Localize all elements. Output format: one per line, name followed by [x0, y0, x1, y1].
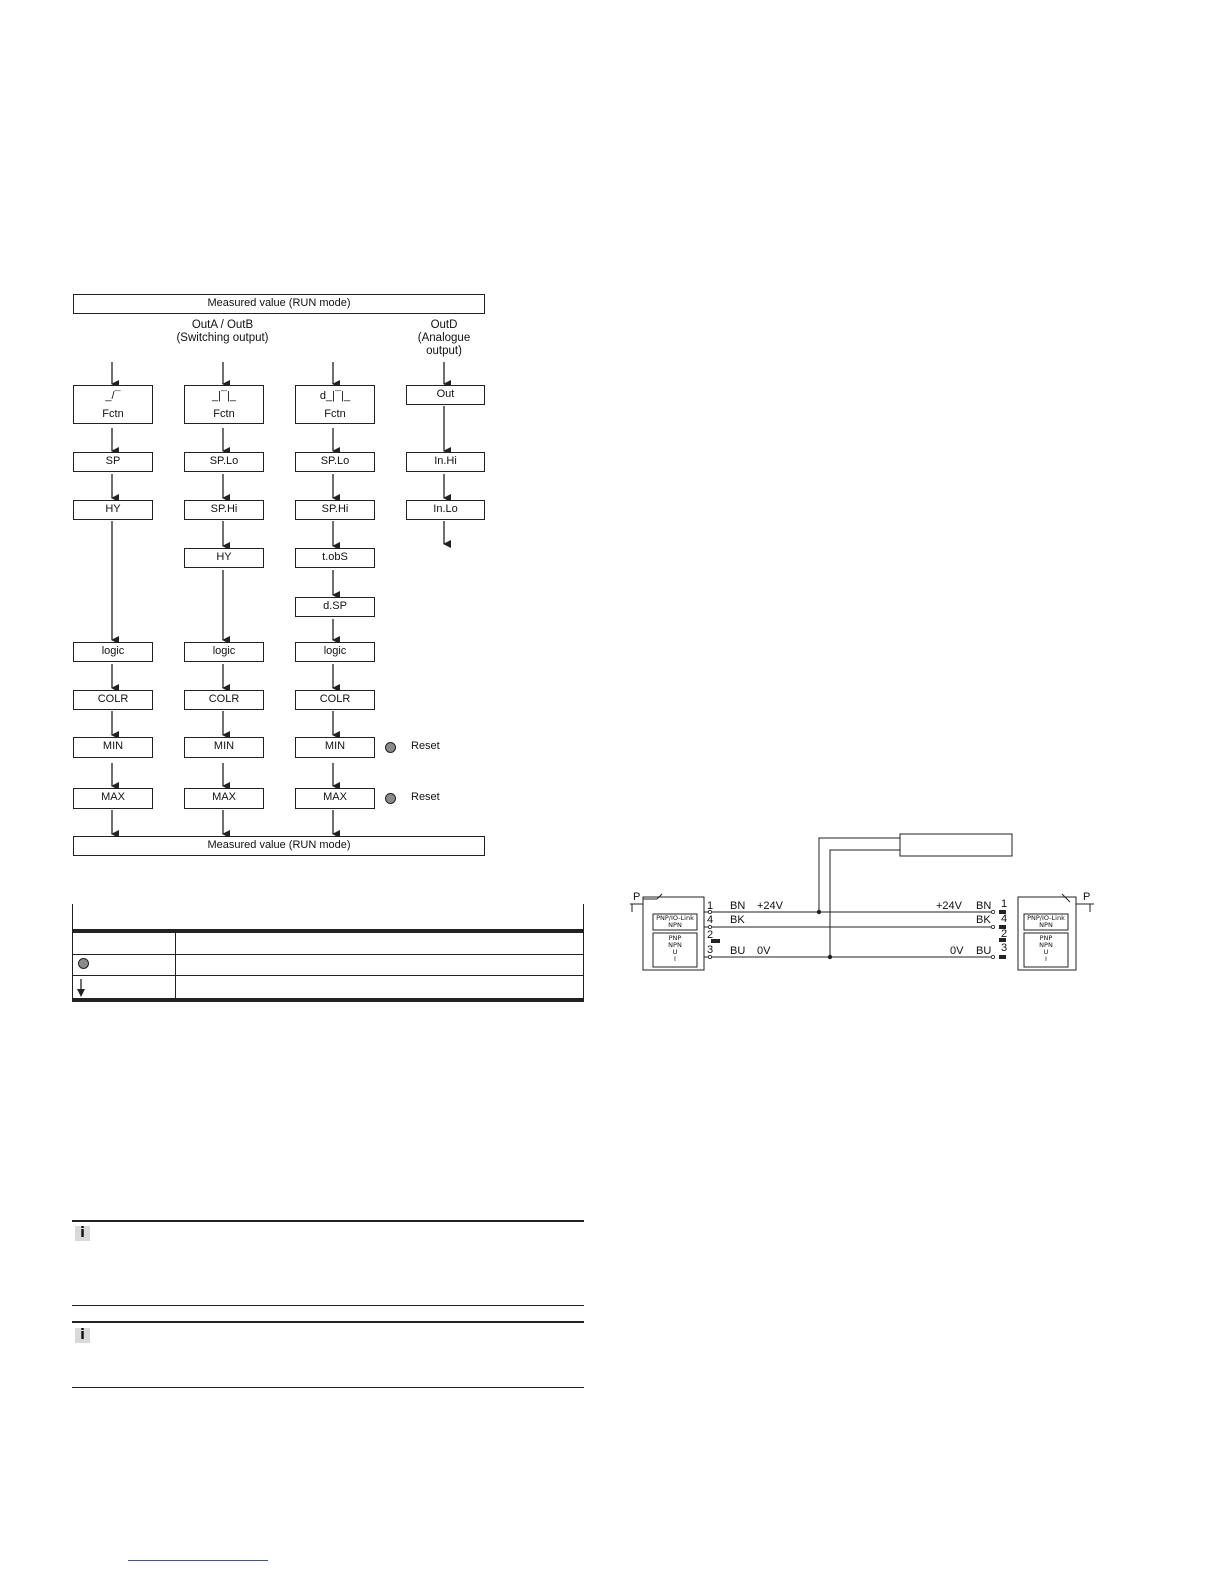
col1-step-min: MIN: [73, 737, 153, 758]
col4-step-out: Out: [406, 385, 485, 405]
left-voltage-24v: +24V: [757, 900, 783, 912]
col3-step-logic: logic: [295, 642, 375, 662]
right-pin-2: 2: [1001, 928, 1008, 940]
legend-column-divider: [175, 933, 176, 998]
left-p-label: P: [633, 891, 641, 903]
col3-step-dsp: d.SP: [295, 597, 375, 617]
col1-step-colr: COLR: [73, 690, 153, 710]
col3-step-tobs: t.obS: [295, 548, 375, 568]
col2-step-min: MIN: [184, 737, 264, 758]
info-icon: i: [75, 1226, 90, 1241]
legend-row-rule-1: [72, 954, 584, 955]
top-banner: Measured value (RUN mode): [73, 294, 485, 314]
right-voltage-24v: +24V: [936, 900, 962, 912]
info-note-2-top-rule: [72, 1321, 584, 1323]
col2-function-box: [184, 385, 264, 424]
left-pin-2: 2: [707, 929, 714, 941]
footer-link-underline[interactable]: [128, 1560, 268, 1561]
col2-fctn: Fctn: [213, 408, 235, 420]
col2-step-splo: SP.Lo: [184, 452, 264, 472]
col3-step-min: MIN: [295, 737, 375, 758]
col2-step-max: MAX: [184, 788, 264, 809]
info-note-1-bottom-rule: [72, 1305, 584, 1306]
info-note-2-bottom-rule: [72, 1387, 584, 1388]
col3-function-box: [295, 385, 375, 424]
right-wire-bu: BU: [976, 945, 992, 957]
right-module-bottom-label: PNP NPN U I: [1039, 934, 1053, 963]
col3-step-sphi: SP.Hi: [295, 500, 375, 520]
left-wire-bn: BN: [730, 900, 746, 912]
right-wire-bn: BN: [976, 900, 992, 912]
legend-left-border: [72, 904, 73, 1000]
left-wire-bk: BK: [730, 914, 745, 926]
left-pin-1: 1: [707, 900, 714, 912]
info-note-1-top-rule: [72, 1220, 584, 1222]
col3-symbol: d_|¯|_: [319, 390, 351, 402]
right-pin-3: 3: [1001, 942, 1008, 954]
col4-step-inlo: In.Lo: [406, 500, 485, 520]
col1-step-max: MAX: [73, 788, 153, 809]
group-outab-title-line1: OutA / OutB: [191, 319, 254, 331]
legend-right-border: [583, 904, 584, 1000]
right-voltage-0v: 0V: [950, 945, 964, 957]
left-voltage-0v: 0V: [757, 945, 771, 957]
col2-symbol: _|¯|_: [211, 390, 237, 402]
col1-step-sp: SP: [73, 452, 153, 472]
reset-button-indicator-min: [385, 742, 396, 753]
wiring-lines: [600, 820, 1120, 1000]
col1-fctn: Fctn: [102, 408, 124, 420]
legend-bottom-rule: [72, 998, 584, 1002]
right-wire-bk: BK: [976, 914, 991, 926]
legend-arrow-icon: [74, 978, 88, 998]
col2-step-sphi: SP.Hi: [184, 500, 264, 520]
group-outd-title-line2: (Analogue: [417, 332, 471, 344]
legend-button-icon: [78, 958, 89, 969]
reset-label-max: Reset: [411, 791, 440, 803]
right-module-top-label: PNP/IO-Link NPN: [1027, 914, 1065, 929]
group-outd-title-line3: output): [426, 345, 462, 357]
col3-step-max: MAX: [295, 788, 375, 809]
col3-fctn: Fctn: [324, 408, 346, 420]
group-outd-title-line1: OutD: [430, 319, 458, 331]
left-module-bottom-label: PNP NPN U I: [668, 934, 682, 963]
left-module-top-label: PNP/IO-Link NPN: [656, 914, 694, 929]
col3-step-splo: SP.Lo: [295, 452, 375, 472]
col2-step-colr: COLR: [184, 690, 264, 710]
col1-function-box: [73, 385, 153, 424]
right-pin-1: 1: [1001, 898, 1008, 910]
col1-symbol: _/¯: [105, 390, 121, 402]
legend-header-rule: [72, 929, 584, 933]
group-outab-title-line2: (Switching output): [176, 332, 269, 344]
reset-label-min: Reset: [411, 740, 440, 752]
col2-step-hy: HY: [184, 548, 264, 568]
left-pin-4: 4: [707, 914, 714, 926]
legend-row-rule-2: [72, 975, 584, 976]
left-pin-3: 3: [707, 944, 714, 956]
col3-step-colr: COLR: [295, 690, 375, 710]
col2-step-logic: logic: [184, 642, 264, 662]
bottom-banner: Measured value (RUN mode): [73, 836, 485, 856]
reset-button-indicator-max: [385, 793, 396, 804]
right-pin-4: 4: [1001, 913, 1008, 925]
info-icon: i: [75, 1328, 90, 1343]
col1-step-logic: logic: [73, 642, 153, 662]
right-p-label: P: [1083, 891, 1091, 903]
col4-step-inhi: In.Hi: [406, 452, 485, 472]
left-wire-bu: BU: [730, 945, 746, 957]
col1-step-hy: HY: [73, 500, 153, 520]
